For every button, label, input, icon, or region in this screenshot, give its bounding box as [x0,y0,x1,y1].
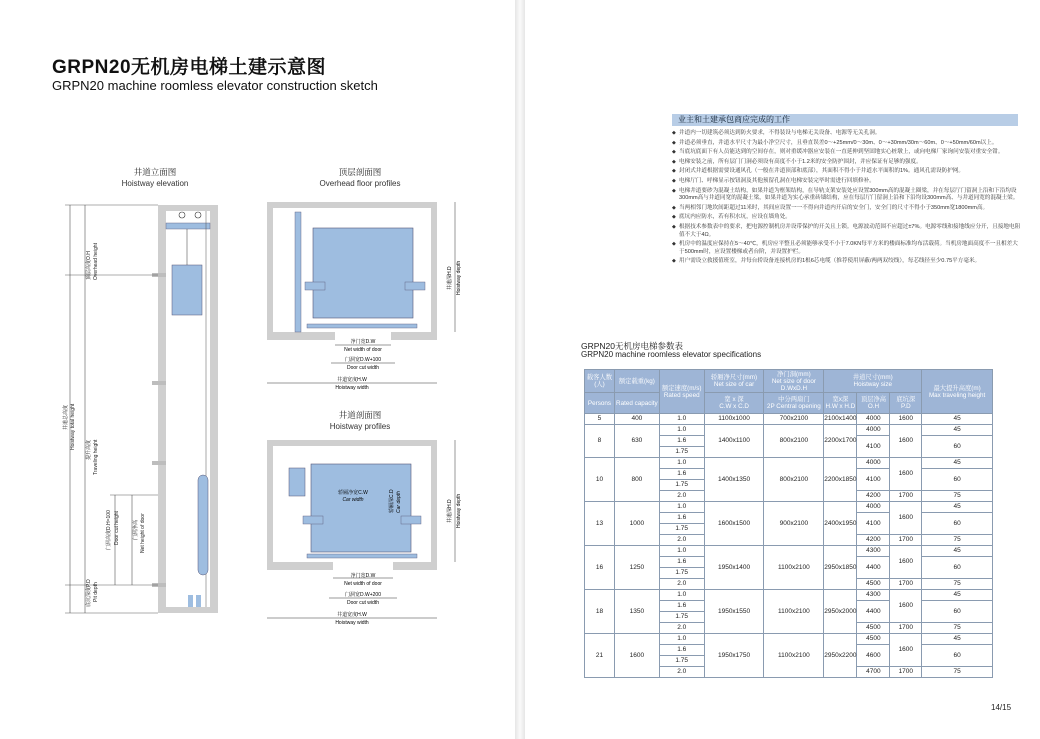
work-item: ◆ 当底坑底面下有人员能达到的空间存在，则对重缓冲器应安装在一直延伸到坚固地实心桩墩上，或向电梯厂家询问安装对重安全钳。 [672,149,1022,157]
right-wall [210,205,218,613]
wall-bottom-right [391,332,437,340]
cell-capacity: 1000 [614,502,659,546]
cell-speed: 1.0 [659,425,704,436]
buffer [188,595,193,607]
cell-overhead: 4400 [857,557,890,579]
top-slab [158,205,218,211]
page-number: 14/15 [991,703,1012,712]
header-car-sub-cn: 宽 x 深 [724,396,744,403]
cell-door-size: 800x2100 [764,425,824,458]
cell-pit-depth: 1700 [890,579,922,590]
cell-overhead: 4600 [857,645,890,667]
cell-capacity: 1350 [614,590,659,634]
net-door-width-label: 净门宽D.W [350,339,376,345]
header-pit-en: P.D [900,403,911,410]
net-door-width-label-en: Net width of door [344,581,382,587]
work-item: ◆ 当两相邻门地坎间距超过11米时，其间应设置一一不得向井道内开启的安全门，安全门的尺寸不得小于350mm宽1800mm高。 [672,205,1022,213]
rail-bracket [303,516,323,524]
cell-overhead: 4200 [857,491,890,502]
cell-speed: 1.0 [659,546,704,557]
spec-table [584,369,993,678]
cell-persons: 8 [585,425,615,458]
table-row [585,634,993,645]
cell-persons: 5 [585,414,615,425]
header-door [764,370,824,393]
door-cut-height-label: 门洞高度D.H=100 [106,510,112,550]
cell-max-travel: 45 [922,458,993,469]
cell-speed: 1.0 [659,590,704,601]
header-max-travel-cn: 最大提升高度(m) [933,384,981,392]
cell-car-size: 1600x1500 [704,502,764,546]
hoistway-depth-label-en: Hoistway depth [456,260,462,295]
cell-max-travel: 60 [922,436,993,458]
table-row [585,425,993,436]
cell-overhead: 4100 [857,469,890,491]
total-height-label: 井道总高度 [63,404,69,430]
car-width-label-en: Car width [342,497,364,503]
wall-left [267,440,273,562]
work-item: ◆ 底坑内应防水，若有积水坑，应设在墙角处。 [672,214,1022,222]
car-depth-label: 轿厢深C.D [389,489,395,513]
header-speed-en: Rated speed [663,391,700,399]
wall-right [431,202,437,332]
header-max-travel-en: Max traveling height [928,391,986,399]
cell-speed: 1.75 [659,524,704,535]
counterweight [198,475,208,575]
cell-overhead: 4100 [857,513,890,535]
cell-speed: 2.0 [659,579,704,590]
cell-door-size: 900x2100 [764,502,824,546]
left-wall [158,205,166,613]
cell-max-travel: 60 [922,513,993,535]
table-row [585,458,993,469]
car-plan [313,228,413,318]
cell-pit-depth: 1700 [890,535,922,546]
header-car-en: Net size of car [713,381,755,388]
wall-left [267,202,273,332]
hoistway-width-label-en: Hoistway width [335,385,369,391]
cell-persons: 13 [585,502,615,546]
hoistway-elevation-diagram [60,195,230,635]
work-item: ◆ 用户需设立救援值班室，并每台轿设备连接机房的1根6芯电缆（推荐使用屏蔽/两两双绞线），每芯线径至少0.75平方毫米。 [672,258,1022,266]
cell-max-travel: 60 [922,645,993,667]
work-item: ◆ 电梯井道要砂为混凝土结构，如果井道为框架结构，在导轨支架安装处应设置300mm高的混凝土圈梁，并在每层厅门留洞上沿和下沿均设300mm高与井道同宽的混凝土梁，如果井道为实心承重砖墙结构，应在每层厅门留洞上沿和下沿均设300mm高、与井道同宽的混凝土梁。 [672,188,1022,203]
work-list [672,130,1022,268]
work-item: ◆ 井道必须垂直，井道水平尺寸为最小净空尺寸，且垂直误差0～+25mm/0～30m、0～+30mm/30m～60m、0～+50mm/60m以上。 [672,140,1022,148]
table-row [585,546,993,557]
header-door-sub-en: 2P Central opening [766,403,821,410]
cell-capacity: 1600 [614,634,659,678]
door-cut-width-label-en: Door cut width [347,365,379,371]
cell-door-size: 1100x2100 [764,590,824,634]
door-cut-width-label: 门洞宽D.W+200 [345,592,381,598]
cell-overhead: 4300 [857,590,890,601]
page-title-en: GRPN20 machine roomless elevator construction sketch [52,78,378,93]
cell-max-travel: 45 [922,414,993,425]
cell-max-travel: 75 [922,535,993,546]
pit-depth-label: 底坑深度P.D [86,579,92,607]
rail-bracket [305,282,325,290]
pit-floor [158,607,218,613]
cell-overhead: 4500 [857,634,890,645]
cell-overhead: 4300 [857,546,890,557]
cell-overhead: 4500 [857,623,890,634]
cell-car-size: 1400x1350 [704,458,764,502]
header-car-sub-en: C.W x C.D [719,403,749,410]
cell-speed: 1.6 [659,601,704,612]
header-max-travel [922,370,993,414]
cell-overhead: 4500 [857,579,890,590]
header-overhead-en: O.H [867,403,880,410]
cell-overhead: 4000 [857,414,890,425]
cell-pit-depth: 1600 [890,414,922,425]
cell-capacity: 800 [614,458,659,502]
cell-max-travel: 75 [922,491,993,502]
cell-door-size: 1100x2100 [764,634,824,678]
cell-pit-depth: 1600 [890,502,922,535]
hoistway-width-label: 井道宽度H.W [337,612,367,618]
right-page [525,0,1040,739]
cell-car-size: 1100x1000 [704,414,764,425]
cell-hoistway-size: 2950x2200 [824,634,857,678]
cell-persons: 10 [585,458,615,502]
travel-height-label: 提升高度 [86,439,92,460]
car-depth-label-en: Car depth [396,491,402,513]
cell-pit-depth: 1600 [890,634,922,667]
pit-depth-label-en: Pit depth [93,582,99,602]
header-hoistway-size-en: H.W x H.D [825,403,856,410]
table-row [585,590,993,601]
header-door-sub-cn: 中分两扇门 [778,396,810,403]
cell-speed: 2.0 [659,535,704,546]
cell-hoistway-size: 2100x1400 [824,414,857,425]
cell-max-travel: 75 [922,579,993,590]
work-section-header: 业主和土建承包商应完成的工作 [672,114,1018,126]
elevation-caption [110,167,200,189]
cell-pit-depth: 1600 [890,546,922,579]
overhead-caption-en: Overhead floor profiles [319,179,401,188]
table-row [585,414,993,425]
wall-right [431,440,437,562]
cell-car-size: 1950x1550 [704,590,764,634]
sill [307,324,417,328]
header-door-en: Net size of door D.WxD.H [771,377,816,392]
cell-capacity: 1250 [614,546,659,590]
page-gutter [515,0,525,739]
cell-pit-depth: 1700 [890,623,922,634]
elevator-car [172,265,202,315]
spec-title-cn: GRPN20无机房电梯参数表 [581,341,684,351]
overhead-caption [300,167,420,189]
cell-pit-depth: 1700 [890,491,922,502]
cell-speed: 1.6 [659,645,704,656]
cell-speed: 2.0 [659,491,704,502]
table-row [585,502,993,513]
work-item: ◆ 井道内一切建筑必须达到防火要求，不得装设与电梯无关设备、电源等无关孔洞。 [672,130,1022,138]
cell-car-size: 1950x1750 [704,634,764,678]
floor-slab [152,461,166,465]
work-item: ◆ 电梯安装之前，所有层门门洞必须设有高度不小于1.2米的安全防护围封，并应保证有足够的强度。 [672,159,1022,167]
net-door-height-label-en: Net height of door [140,513,146,553]
cell-max-travel: 75 [922,623,993,634]
overhead-height-label-en: Overhead height [93,243,99,280]
cell-pit-depth: 1600 [890,458,922,491]
elevation-caption-cn: 井道立面图 [133,167,177,177]
wall-bottom-left [267,562,333,570]
cell-speed: 1.6 [659,513,704,524]
wall-top [267,202,437,208]
hoistway-depth-label: 井道深H.D [447,499,453,523]
header-car-cn: 轿厢净尺寸(mm) [710,374,758,381]
cell-persons: 21 [585,634,615,678]
cell-speed: 1.6 [659,557,704,568]
rail-bracket [401,516,421,524]
cell-max-travel: 45 [922,546,993,557]
cell-overhead: 4000 [857,502,890,513]
cell-speed: 2.0 [659,623,704,634]
cell-speed: 1.75 [659,656,704,667]
total-height-label-en: Hoistway total height [70,403,76,450]
cell-speed: 1.75 [659,480,704,491]
cell-persons: 16 [585,546,615,590]
cell-hoistway-size: 2200x1850 [824,458,857,502]
cell-speed: 1.0 [659,634,704,645]
spec-table-body [585,414,993,678]
header-hoistway-cn: 井道尺寸(mm) [852,374,893,381]
net-door-height-label: 门洞净高 [133,519,139,540]
work-item: ◆ 机房中的温度应保持在5～40℃，机房应平整且必须能够承受不小于7.0KN每平方米的楼面标准均布活载荷。当机房地面高度不一且相差大于500mm时，应设置楼梯或者台阶，并设置护栏。 [672,241,1022,256]
elevation-caption-en: Hoistway elevation [121,179,189,188]
net-door-width-label: 净门宽D.W [350,573,376,579]
header-hoistway-size-cn: 宽x深 [832,396,849,403]
header-speed-cn: 额定速度(m/s) [661,384,702,392]
header-door-sub [764,393,824,414]
counterweight-rail [295,212,301,332]
machine-beam [166,223,210,229]
header-persons: 载客人数(人) [585,370,615,393]
door-cut-width-label: 门洞宽D.W+100 [345,357,381,363]
cell-door-size: 700x2100 [764,414,824,425]
wall-top [267,440,437,446]
cell-speed: 1.6 [659,469,704,480]
cell-capacity: 630 [614,425,659,458]
hoistway-profile-diagram [265,438,465,638]
header-door-cn: 净门洞(mm) [777,370,811,378]
cell-car-size: 1950x1400 [704,546,764,590]
cell-speed: 1.6 [659,436,704,447]
cell-max-travel: 60 [922,469,993,491]
cell-hoistway-size: 2400x1950 [824,502,857,546]
overhead-profile-diagram [265,200,465,400]
cell-overhead: 4400 [857,601,890,623]
cell-persons: 18 [585,590,615,634]
header-pit-cn: 底坑深 [896,396,916,403]
cell-speed: 1.0 [659,502,704,513]
rail-bracket [405,282,425,290]
door-cut-width-label-en: Door cut width [347,600,379,606]
work-item: ◆ 封闭式井道根据需要设通风孔（一般在井道顶部和底部），其面积不得小于井道水平面积的1%。通风孔需设防护网。 [672,168,1022,176]
header-overhead [857,393,890,414]
sheave-icon [195,212,201,218]
cell-overhead: 4700 [857,667,890,678]
sill [307,554,417,558]
cell-pit-depth: 1700 [890,667,922,678]
cell-speed: 1.0 [659,414,704,425]
wall-bottom-right [393,562,437,570]
left-page [0,0,515,739]
cell-speed: 1.75 [659,612,704,623]
spec-title-en: GRPN20 machine roomless elevator specifications [581,350,762,359]
hoistway-depth-label-en: Hoistway depth [456,493,462,528]
profiles-caption [305,410,415,432]
cell-car-size: 1400x1100 [704,425,764,458]
hoistway-width-label-en: Hoistway width [335,620,369,626]
buffer [196,595,201,607]
work-item: ◆ 电梯厅门、呼梯显示按钮洞及其他预留孔洞在电梯安装完毕时需进行回填修补。 [672,178,1022,186]
header-car [704,370,764,393]
cell-hoistway-size: 2950x2000 [824,590,857,634]
sheave-icon [179,212,185,218]
cell-overhead: 4000 [857,425,890,436]
profiles-caption-en: Hoistway profiles [329,422,391,431]
wall-bottom-left [267,332,335,340]
hoistway-width-label: 井道宽度H.W [337,377,367,383]
car-width-label: 轿厢净宽C.W [338,490,368,496]
header-hoistway-size [824,393,857,414]
cell-overhead: 4000 [857,458,890,469]
header-hoistway [824,370,922,393]
cell-door-size: 1100x2100 [764,546,824,590]
cell-speed: 1.0 [659,458,704,469]
cell-max-travel: 45 [922,425,993,436]
page-title-cn: GRPN20无机房电梯土建示意图 [52,57,327,78]
header-overhead-cn: 顶层净高 [860,396,886,403]
header-capacity: 额定载重(kg) [614,370,659,393]
cell-speed: 2.0 [659,667,704,678]
cell-max-travel: 60 [922,557,993,579]
counterweight-plan [289,468,305,496]
header-pit [890,393,922,414]
cell-pit-depth: 1600 [890,590,922,623]
door-cut-height-label-en: Door cut height [114,511,120,545]
cell-door-size: 800x2100 [764,458,824,502]
cell-overhead: 4100 [857,436,890,458]
floor-slab [152,381,166,385]
cell-max-travel: 45 [922,502,993,513]
cell-capacity: 400 [614,414,659,425]
overhead-caption-cn: 顶层剖面图 [338,167,382,177]
cell-overhead: 4200 [857,535,890,546]
cell-max-travel: 45 [922,634,993,645]
cell-max-travel: 60 [922,601,993,623]
header-hoistway-en: Hoistway size [853,381,893,388]
cell-speed: 1.75 [659,447,704,458]
cell-hoistway-size: 2200x1700 [824,425,857,458]
header-persons-en: Persons [585,393,615,414]
work-item: ◆ 根据技术参数表中的要求，把电源控制机房并设带保护的开关且上锁。电源波动范围不应超过±7%。电源零线和接地线应分开，且接地电阻值不大于4Ω。 [672,224,1022,239]
profiles-caption-cn: 井道剖面图 [338,410,382,420]
net-door-width-label-en: Net width of door [344,347,382,353]
cell-pit-depth: 1600 [890,425,922,458]
cell-max-travel: 45 [922,590,993,601]
header-speed [659,370,704,414]
cell-speed: 1.75 [659,568,704,579]
overhead-height-label: 顶层高度O.H [86,251,92,280]
travel-height-label-en: Traveling height [93,439,99,475]
cell-max-travel: 75 [922,667,993,678]
cell-hoistway-size: 2950x1850 [824,546,857,590]
header-capacity-en: Rated capacity [614,393,659,414]
hoistway-depth-label: 井道深H.D [447,266,453,290]
header-car-sub [704,393,764,414]
